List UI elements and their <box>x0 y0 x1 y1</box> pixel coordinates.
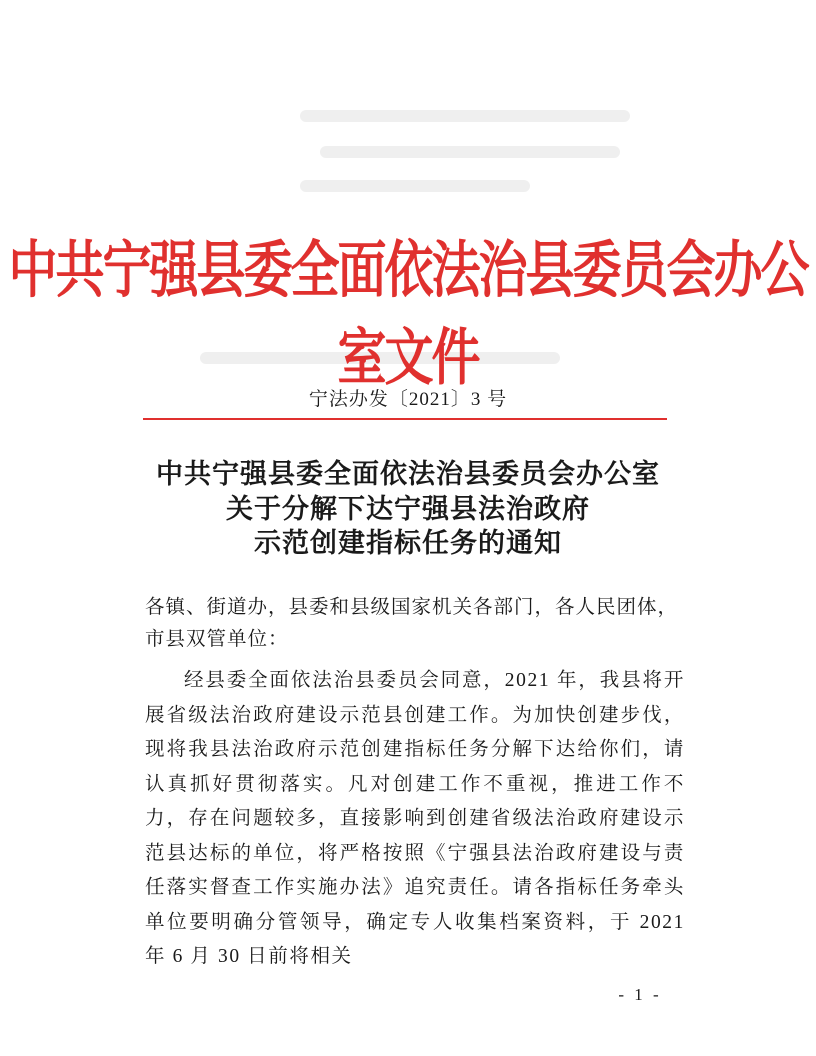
scan-bleed-mark <box>300 110 630 122</box>
scan-bleed-mark <box>300 180 530 192</box>
issuer-header: 中共宁强县委全面依法治县委员会办公室文件 <box>8 233 808 394</box>
document-number: 宁法办发〔2021〕3 号 <box>308 389 508 410</box>
page-number: - 1 - <box>618 985 662 1004</box>
body-text <box>145 664 685 975</box>
document-title-line-1: 中共宁强县委全面依法治县委员会办公室 <box>156 459 660 490</box>
body-paragraph: 经县委全面依法治县委员会同意，2021 年，我县将开展省级法治政府建设示范县创建工作。为加快创建步伐，现将我县法治政府示范创建指标任务分解下达给你们，请认真抓好贯彻落实。凡对创建工作不重视，推进工作不力，存在问题较多，直接影响到创建省级法治政府建设示范县达标的单位，将严格按照《宁强县法治政府建设与责任落实督查工作实施办法》追究责任。请各指标任务牵头单位要明确分管领导，确定专人收集档案资料，于 2021 年 6 月 30 日前将相关 <box>145 670 685 967</box>
scan-bleed-mark <box>320 146 620 158</box>
recipients: 各镇、街道办，县委和县级国家机关各部门，各人民团体，市县双管单位： <box>145 597 679 650</box>
document-title-line-3: 示范创建指标任务的通知 <box>254 528 562 559</box>
document-title-line-2: 关于分解下达宁强县法治政府 <box>226 494 590 525</box>
red-divider-line <box>143 418 667 420</box>
